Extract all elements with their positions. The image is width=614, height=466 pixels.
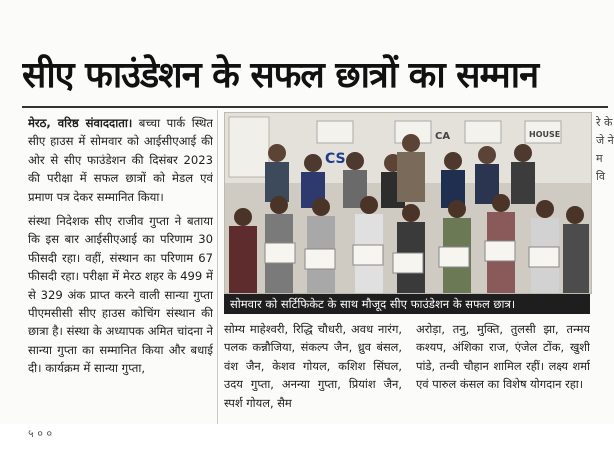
headline-rule bbox=[22, 106, 608, 108]
column-divider bbox=[217, 110, 218, 425]
group-photo bbox=[224, 112, 592, 294]
headline: सीए फाउंडेशन के सफल छात्रों का सम्मान bbox=[22, 55, 539, 96]
photo-caption: सोमवार को सर्टिफिकेट के साथ मौजूद सीए फाउंडेशन के सफल छात्र। bbox=[224, 294, 590, 314]
article-right-column bbox=[416, 320, 590, 424]
group-photo-illustration bbox=[225, 113, 591, 293]
right-column-text: अरोड़ा, तनु, मुक्ति, तुलसी झा, तन्मय कश्यप, अंशिका राज, एंजेल टोंक, खुशी पांडे, तन्वी चौहान शामिल रहीं। लक्ष्य शर्मा एवं पारुल कंसल का विशेष योगदान रहा। bbox=[416, 322, 590, 392]
article-mid-column bbox=[224, 320, 402, 424]
article-para-1-text: बच्चा पार्क स्थित सीए हाउस में सोमवार को आईसीएआई की ओर से सीए फाउंडेशन की दिसंबर 2023 की परीक्षा में सफल छात्रों को मेडल एवं प्रमाण पत्र देकर सम्मानित किया। bbox=[28, 116, 213, 204]
article-left-column bbox=[28, 114, 213, 424]
next-article-snippet: ५ ० ० bbox=[28, 427, 53, 440]
adjacent-article-edge: रे के जे ने म वि bbox=[596, 116, 614, 183]
banner-text-1: CS bbox=[325, 151, 346, 167]
banner-text-3: CA bbox=[435, 131, 451, 142]
banner-text-4: HOUSE bbox=[529, 130, 561, 139]
article-para-1 bbox=[28, 114, 213, 206]
mid-column-text: सोम्य माहेश्वरी, रिद्धि चौधरी, अवध नारंग, पलक कन्नौजिया, संकल्प जैन, ध्रुव बंसल, वंश जैन, केशव गोयल, कशिश सिंघल, उदय गुप्ता, अनन्या गुप्ता, प्रियांश जैन, स्पर्श गोयल, सैम bbox=[224, 322, 402, 410]
article-para-2: संस्था निदेशक सीए राजीव गुप्ता ने बताया कि इस बार आईसीएआई का परिणाम 30 फीसदी रहा। वहीं, संस्थान का परिणाम 67 फीसदी रहा। परीक्षा में मेरठ शहर के 499 में से 329 अंक प्राप्त करने वाली सान्या गुप्ता पीएमसीसी सीए हाउस कोचिंग संस्थान की छात्रा है। संस्था के अध्यापक अमित चांदना ने सान्या गुप्ता का सम्मानित किया और बधाई दी। कार्यक्रम में सान्या गुप्ता, bbox=[28, 214, 213, 376]
byline: मेरठ, वरिष्ठ संवाददाता। bbox=[28, 116, 133, 130]
